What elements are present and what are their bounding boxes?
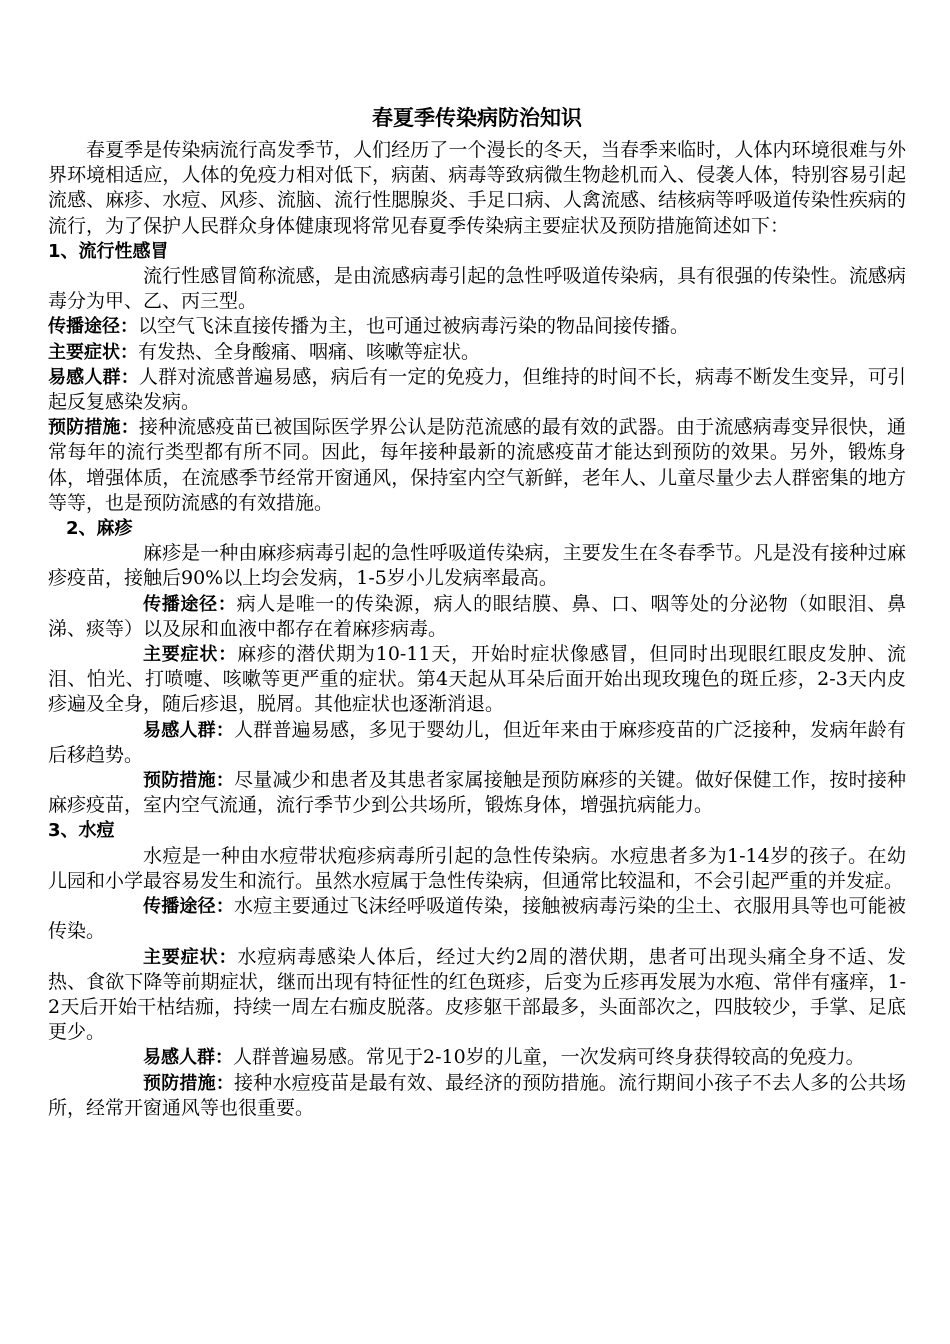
item-text: 人群对流感普遍易感，病后有一定的免疫力，但维持的时间不长，病毒不断发生变异，可引起反复感染发病。 xyxy=(48,365,907,414)
influenza-transmission xyxy=(48,314,906,339)
item-text: 人群普遍易感，多见于婴幼儿，但近年来由于麻疹疫苗的广泛接种，发病年龄有后移趋势。 xyxy=(48,718,906,766)
chickenpox-symptoms xyxy=(48,945,906,1046)
item-text: 水痘病毒感染人体后，经过大约2周的潜伏期，患者可出现头痛全身不适、发热、食欲下降等前期症状，继而出现有特征性的红色斑疹，后变为丘疹再发展为水疱、常伴有瘙痒，1-2天后开始干枯结痂，持续一周左右痂皮脱落。皮疹躯干部最多，头面部次之，四肢较少，手掌、足底更少。 xyxy=(48,945,907,1044)
document-title: 春夏季传染病防治知识 xyxy=(372,105,582,130)
item-text: 尽量减少和患者及其患者家属接触是预防麻疹的关键。做好保健工作，按时接种麻疹疫苗，室内空气流通，流行季节少到公共场所，锻炼身体，增强抗病能力。 xyxy=(48,769,906,817)
intro-paragraph: 春夏季是传染病流行高发季节，人们经历了一个漫长的冬天，当春季来临时，人体内环境很难与外界环境相适应，人体的免疫力相对低下，病菌、病毒等致病微生物趁机而入、侵袭人体，特别容易引起流感、麻疹、水痘、风疹、流脑、流行性腮腺炎、手足口病、人禽流感、结核病等呼吸道传染性疾病的流行，为了保护人民群众身体健康现将常见春夏季传染病主要症状及预防措施简述如下： xyxy=(48,139,906,237)
chickenpox-transmission xyxy=(48,894,906,944)
item-label: 易感人群： xyxy=(143,719,235,741)
measles-symptoms xyxy=(48,642,906,718)
item-label: 易感人群： xyxy=(48,366,139,388)
item-label: 主要症状： xyxy=(143,946,238,968)
item-text: 人群普遍易感。常见于2-10岁的儿童，一次发病可终身获得较高的免疫力。 xyxy=(233,1046,865,1069)
item-label: 主要症状： xyxy=(48,341,138,363)
item-text: 有发热、全身酸痛、咽痛、咳嗽等症状。 xyxy=(138,340,481,363)
item-text: 以空气飞沫直接传播为主，也可通过被病毒污染的物品间接传播。 xyxy=(138,315,690,338)
item-label: 传播途径： xyxy=(143,593,237,615)
section-desc-chickenpox: 水痘是一种由水痘带状疱疹病毒所引起的急性传染病。水痘患者多为1-14岁的孩子。在幼儿园和小学最容易发生和流行。虽然水痘属于急性传染病，但通常比较温和，不会引起严重的并发症。 xyxy=(48,844,906,892)
section-desc-measles: 麻疹是一种由麻疹病毒引起的急性呼吸道传染病，主要发生在冬春季节。凡是没有接种过麻疹疫苗，接触后90%以上均会发病，1-5岁小儿发病率最高。 xyxy=(48,542,906,590)
measles-prevention xyxy=(48,768,906,818)
measles-susceptible xyxy=(48,718,906,768)
section-heading-measles: 2、麻疹 xyxy=(66,518,133,540)
measles-transmission xyxy=(48,592,906,642)
item-text: 麻疹的潜伏期为10-11天，开始时症状像感冒，但同时出现眼红眼皮发肿、流泪、怕光、打喷嚏、咳嗽等更严重的症状。第4天起从耳朵后面开始出现玫瑰色的斑丘疹，2-3天内皮疹遍及全身，随后疹退，脱屑。其他症状也逐渐消退。 xyxy=(48,643,906,716)
section-desc-influenza: 流行性感冒简称流感，是由流感病毒引起的急性呼吸道传染病，具有很强的传染性。流感病毒分为甲、乙、丙三型。 xyxy=(48,265,906,313)
section-heading-influenza: 1、流行性感冒 xyxy=(48,240,169,262)
item-text: 接种流感疫苗已被国际医学界公认是防范流感的最有效的武器。由于流感病毒变异很快，通常每年的流行类型都有所不同。因此，每年接种最新的流感疫苗才能达到预防的效果。另外，锻炼身体，增强体质，在流感季节经常开窗通风，保持室内空气新鲜，老年人、儿童尽量少去人群密集的地方等等，也是预防流感的有效措施。 xyxy=(48,416,907,514)
item-text: 病人是唯一的传染源，病人的眼结膜、鼻、口、咽等处的分泌物（如眼泪、鼻涕、痰等）以及尿和血液中都存在着麻疹病毒。 xyxy=(48,592,906,640)
item-text: 接种水痘疫苗是最有效、最经济的预防措施。流行期间小孩子不去人多的公共场所，经常开窗通风等也很重要。 xyxy=(48,1071,906,1119)
item-text: 水痘主要通过飞沫经呼吸道传染，接触被病毒污染的尘土、衣服用具等也可能被传染。 xyxy=(48,895,906,943)
influenza-susceptible xyxy=(48,365,906,415)
item-label: 主要症状： xyxy=(143,644,238,666)
chickenpox-susceptible xyxy=(48,1045,906,1070)
item-label: 预防措施： xyxy=(143,1072,235,1094)
influenza-prevention xyxy=(48,415,906,516)
item-label: 预防措施： xyxy=(48,417,139,439)
item-label: 易感人群： xyxy=(143,1047,233,1069)
item-label: 预防措施： xyxy=(143,770,235,792)
item-label: 传播途径： xyxy=(48,316,138,338)
chickenpox-prevention xyxy=(48,1071,906,1121)
section-heading-chickenpox: 3、水痘 xyxy=(48,820,115,842)
item-label: 传播途径： xyxy=(143,896,235,918)
influenza-symptoms xyxy=(48,340,906,365)
